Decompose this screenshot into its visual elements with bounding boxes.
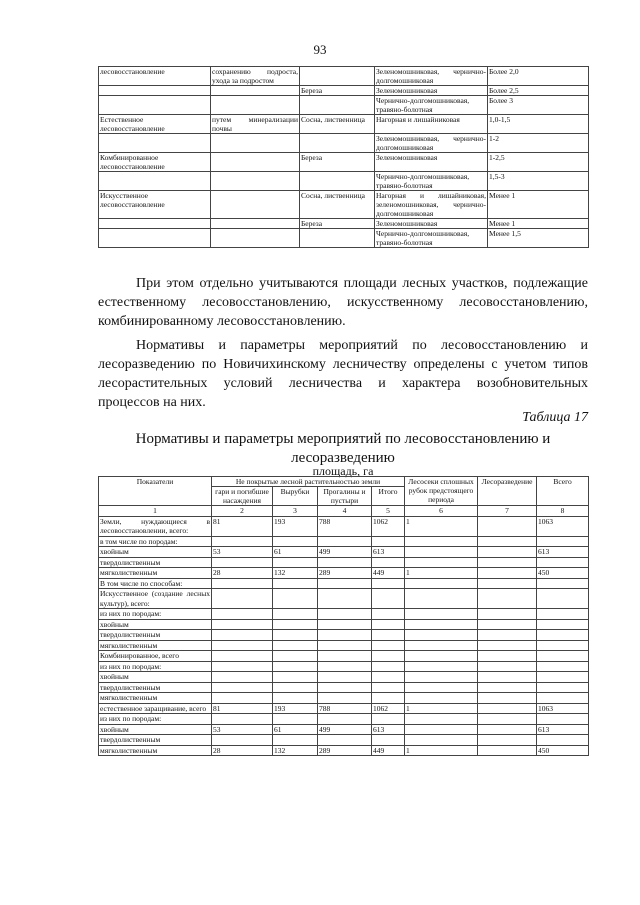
- value-cell: [212, 578, 273, 589]
- top-table-row: [99, 134, 589, 153]
- top-table-cell: [300, 67, 375, 86]
- header-total: Всего: [537, 477, 589, 506]
- value-cell: [372, 578, 405, 589]
- value-cell: 61: [273, 547, 318, 558]
- top-table-cell: 1,0-1,5: [488, 115, 589, 134]
- top-table-cell: [99, 229, 211, 248]
- table-row: [99, 661, 589, 672]
- value-cell: [478, 568, 537, 579]
- value-cell: [537, 682, 589, 693]
- value-cell: [273, 661, 318, 672]
- column-number-cell: 7: [478, 506, 537, 517]
- row-label: из них по породам:: [99, 661, 212, 672]
- paragraph-areas-accounting: При этом отдельно учитываются площади лесных участков, подлежащие естественному лесовосстановлению, искусственному лесовосстановлению, комбинированному лесовосстановлению.: [98, 276, 588, 329]
- value-cell: [212, 735, 273, 746]
- top-table-cell: Нагорная и лишайниковая, зеленомошниковая, чернично-долгомошниковая: [376, 191, 486, 218]
- row-label: твердолиственным: [99, 557, 212, 568]
- value-cell: [212, 609, 273, 620]
- value-cell: 132: [273, 745, 318, 756]
- column-number-cell: 1: [99, 506, 212, 517]
- value-cell: 53: [212, 547, 273, 558]
- row-label: хвойным: [99, 619, 212, 630]
- value-cell: [405, 735, 478, 746]
- value-cell: [318, 557, 372, 568]
- value-cell: [478, 630, 537, 641]
- header-burned: гари и погибшие насаждения: [212, 487, 273, 506]
- top-table-cell: [99, 219, 211, 229]
- value-cell: [212, 557, 273, 568]
- value-cell: [273, 693, 318, 704]
- row-label: Комбинированное, всего: [99, 651, 212, 662]
- top-table-cell: Береза: [300, 153, 375, 172]
- top-table-row: [99, 172, 589, 191]
- top-table-cell: [300, 172, 375, 191]
- top-table-cell: Зеленомошниковая, чернично-долгомошниковая: [376, 134, 486, 152]
- value-cell: [318, 661, 372, 672]
- value-cell: [405, 557, 478, 568]
- top-table-cell: Искусственное лесовосстановление: [99, 191, 211, 219]
- top-table-cell: [211, 134, 300, 153]
- top-table-cell: Чернично-долгомошниковая, травяно-болотная: [375, 172, 488, 191]
- value-cell: [372, 557, 405, 568]
- value-cell: [212, 630, 273, 641]
- value-cell: [273, 609, 318, 620]
- value-cell: [372, 609, 405, 620]
- value-cell: [537, 714, 589, 725]
- header-clearcut-areas: Лесосеки сплошных рубок предстоящего периода: [405, 477, 478, 506]
- value-cell: 450: [537, 568, 589, 579]
- value-cell: [478, 724, 537, 735]
- row-label: хвойным: [99, 724, 212, 735]
- value-cell: [478, 745, 537, 756]
- value-cell: [318, 640, 372, 651]
- value-cell: [405, 547, 478, 558]
- top-table-row: [99, 153, 589, 172]
- value-cell: [405, 724, 478, 735]
- value-cell: [405, 640, 478, 651]
- value-cell: [212, 693, 273, 704]
- value-cell: [478, 578, 537, 589]
- row-label: хвойным: [99, 547, 212, 558]
- top-table-cell: Зеленомошниковая: [375, 219, 488, 229]
- row-label: твердолиственным: [99, 682, 212, 693]
- value-cell: [318, 682, 372, 693]
- value-cell: [478, 609, 537, 620]
- value-cell: [372, 672, 405, 683]
- value-cell: [537, 735, 589, 746]
- value-cell: [372, 589, 405, 609]
- top-table-row: [99, 115, 589, 134]
- top-table-cell: Сосна, лиственница: [300, 191, 375, 219]
- value-cell: [537, 630, 589, 641]
- value-cell: [537, 651, 589, 662]
- value-cell: 1063: [537, 516, 589, 536]
- top-table-cell: Естественное лесовосстановление: [99, 115, 211, 134]
- table-row: [99, 651, 589, 662]
- header-clearcuts: Вырубки: [273, 487, 318, 506]
- value-cell: [537, 672, 589, 683]
- table-row: [99, 693, 589, 704]
- row-label: в том числе по породам:: [99, 536, 212, 547]
- value-cell: [212, 536, 273, 547]
- table-row: [99, 714, 589, 725]
- row-label: твердолиственным: [99, 735, 212, 746]
- value-cell: 193: [273, 516, 318, 536]
- top-table-cell: 1-2,5: [488, 153, 589, 172]
- table-row: [99, 578, 589, 589]
- value-cell: [372, 714, 405, 725]
- top-table-cell: Зеленомошниковая: [375, 86, 488, 96]
- header-not-covered-lands: Не покрытые лесной растительностью земли: [212, 477, 405, 487]
- column-number-cell: 8: [537, 506, 589, 517]
- value-cell: 613: [372, 724, 405, 735]
- row-label: Искусственное (создание лесных культур), всего:: [100, 589, 210, 608]
- value-cell: [273, 735, 318, 746]
- value-cell: [405, 589, 478, 609]
- row-label: мягколиственным: [99, 568, 212, 579]
- value-cell: [478, 640, 537, 651]
- value-cell: 1: [405, 745, 478, 756]
- top-table-cell: сохранению подроста, ухода за подростом: [212, 67, 298, 85]
- value-cell: [372, 661, 405, 672]
- column-number-cell: 6: [405, 506, 478, 517]
- value-cell: [405, 651, 478, 662]
- value-cell: [372, 536, 405, 547]
- top-table-cell: Чернично-долгомошниковая, травяно-болотная: [375, 229, 488, 248]
- table-row: [99, 703, 589, 714]
- top-table-cell: 1,5-3: [488, 172, 589, 191]
- value-cell: 1: [405, 568, 478, 579]
- value-cell: 1062: [372, 516, 405, 536]
- value-cell: 613: [537, 724, 589, 735]
- value-cell: [537, 693, 589, 704]
- value-cell: [318, 619, 372, 630]
- value-cell: [537, 640, 589, 651]
- value-cell: [478, 619, 537, 630]
- value-cell: [478, 714, 537, 725]
- value-cell: [478, 557, 537, 568]
- value-cell: 449: [372, 745, 405, 756]
- value-cell: [273, 589, 318, 609]
- row-label: В том числе по способам:: [99, 578, 212, 589]
- value-cell: [405, 609, 478, 620]
- table-row: [99, 735, 589, 746]
- value-cell: [478, 516, 537, 536]
- top-table-cell: [211, 191, 300, 219]
- value-cell: 613: [372, 547, 405, 558]
- paragraph-norms-definition: Нормативы и параметры мероприятий по лесовосстановлению и лесоразведению по Новичихинскому лесничеству определены с учетом типов лесорастительных условий лесничества и характера возобновительных процессов на них.: [98, 338, 588, 410]
- value-cell: [318, 578, 372, 589]
- top-table-cell: Зеленомошниковая: [375, 153, 488, 172]
- column-number-cell: 5: [372, 506, 405, 517]
- top-table-cell: [300, 96, 375, 115]
- top-table-cell: Менее 1,5: [488, 229, 589, 248]
- value-cell: [478, 703, 537, 714]
- top-table-row: [99, 191, 589, 219]
- value-cell: [372, 682, 405, 693]
- value-cell: [478, 682, 537, 693]
- top-table-row: [99, 86, 589, 96]
- value-cell: 193: [273, 703, 318, 714]
- table-row: [99, 619, 589, 630]
- value-cell: 499: [318, 547, 372, 558]
- table-row: [99, 724, 589, 735]
- value-cell: 81: [212, 516, 273, 536]
- top-table-cell: Береза: [300, 219, 375, 229]
- value-cell: 53: [212, 724, 273, 735]
- value-cell: 81: [212, 703, 273, 714]
- value-cell: [372, 630, 405, 641]
- value-cell: [478, 672, 537, 683]
- value-cell: [478, 589, 537, 609]
- value-cell: 788: [318, 703, 372, 714]
- value-cell: [273, 557, 318, 568]
- value-cell: [318, 693, 372, 704]
- value-cell: [478, 693, 537, 704]
- value-cell: [372, 651, 405, 662]
- value-cell: [537, 578, 589, 589]
- value-cell: [478, 547, 537, 558]
- table-row: [99, 557, 589, 568]
- value-cell: [478, 651, 537, 662]
- value-cell: 1063: [537, 703, 589, 714]
- regeneration-parameters-table: [98, 476, 589, 756]
- top-table-cell: [211, 172, 300, 191]
- value-cell: [372, 640, 405, 651]
- value-cell: [537, 557, 589, 568]
- top-table-cell: Комбинированное лесовосстановление: [99, 153, 211, 172]
- header-indicators: Показатели: [99, 477, 212, 506]
- value-cell: [212, 651, 273, 662]
- top-table-cell: Нагорная и лишайниковая: [375, 115, 488, 134]
- top-table-cell: Более 2,5: [488, 86, 589, 96]
- top-table-cell: Более 2,0: [488, 67, 589, 86]
- row-label: твердолиственным: [99, 630, 212, 641]
- value-cell: [318, 735, 372, 746]
- top-table-cell: [99, 86, 211, 96]
- value-cell: 613: [537, 547, 589, 558]
- value-cell: [212, 619, 273, 630]
- top-table-cell: [211, 96, 300, 115]
- value-cell: 132: [273, 568, 318, 579]
- value-cell: [212, 714, 273, 725]
- top-table-cell: Сосна, лиственница: [300, 115, 375, 134]
- row-label: из них по породам:: [99, 609, 212, 620]
- table-title: Нормативы и параметры мероприятий по лесовосстановлению и лесоразведению: [135, 431, 551, 466]
- top-table-row: [99, 219, 589, 229]
- row-label: из них по породам:: [99, 714, 212, 725]
- table-row: [99, 630, 589, 641]
- value-cell: [273, 682, 318, 693]
- top-table-cell: Менее 1: [488, 191, 589, 219]
- row-label: Земли, нуждающиеся в лесовосстановлении, всего:: [100, 516, 210, 535]
- table-caption: Таблица 17: [522, 410, 588, 425]
- table-row: [99, 568, 589, 579]
- value-cell: [537, 589, 589, 609]
- header-afforestation: Лесоразведение: [478, 477, 537, 506]
- value-cell: 61: [273, 724, 318, 735]
- value-cell: [212, 640, 273, 651]
- value-cell: [273, 630, 318, 641]
- forest-regeneration-norms-table: [98, 66, 589, 248]
- table-subtitle: площадь, га: [312, 464, 374, 478]
- header-total-not-covered: Итого: [372, 487, 405, 506]
- value-cell: [405, 693, 478, 704]
- value-cell: [537, 536, 589, 547]
- table-row: [99, 672, 589, 683]
- table-row: [99, 682, 589, 693]
- value-cell: [318, 672, 372, 683]
- value-cell: [273, 619, 318, 630]
- value-cell: [273, 536, 318, 547]
- value-cell: [318, 609, 372, 620]
- top-table-cell: Менее 1: [488, 219, 589, 229]
- value-cell: [372, 619, 405, 630]
- row-label: мягколиственным: [99, 640, 212, 651]
- column-numbers-row: [99, 506, 589, 517]
- value-cell: 1: [405, 703, 478, 714]
- row-label: хвойным: [99, 672, 212, 683]
- value-cell: [537, 609, 589, 620]
- top-table-cell: [211, 219, 300, 229]
- value-cell: 449: [372, 568, 405, 579]
- value-cell: 289: [318, 568, 372, 579]
- value-cell: [405, 630, 478, 641]
- value-cell: [273, 578, 318, 589]
- value-cell: [318, 714, 372, 725]
- top-table-cell: [211, 153, 300, 172]
- value-cell: [478, 661, 537, 672]
- top-table-cell: 1-2: [488, 134, 589, 153]
- row-label: естественное заращивание, всего: [99, 703, 212, 714]
- column-number-cell: 3: [273, 506, 318, 517]
- value-cell: [318, 651, 372, 662]
- value-cell: 450: [537, 745, 589, 756]
- value-cell: 28: [212, 568, 273, 579]
- table-row: [99, 745, 589, 756]
- value-cell: [318, 630, 372, 641]
- table-row: [99, 547, 589, 558]
- top-table-cell: лесовосстановление: [99, 67, 211, 86]
- value-cell: [212, 661, 273, 672]
- column-number-cell: 2: [212, 506, 273, 517]
- top-table-cell: Зеленомошниковая, чернично-долгомошниковая: [376, 67, 486, 85]
- top-table-cell: [300, 134, 375, 153]
- value-cell: [212, 682, 273, 693]
- header-glades: Прогалины и пустыри: [318, 487, 372, 506]
- value-cell: [405, 661, 478, 672]
- value-cell: [405, 578, 478, 589]
- value-cell: [372, 693, 405, 704]
- top-table-row: [99, 67, 589, 86]
- table-row: [99, 640, 589, 651]
- value-cell: 1: [405, 516, 478, 536]
- top-table-row: [99, 229, 589, 248]
- top-table-cell: Более 3: [488, 96, 589, 115]
- value-cell: [537, 619, 589, 630]
- value-cell: [478, 536, 537, 547]
- top-table-cell: [211, 229, 300, 248]
- value-cell: [372, 735, 405, 746]
- top-table-cell: [99, 172, 211, 191]
- top-table-cell: [211, 86, 300, 96]
- value-cell: [273, 651, 318, 662]
- top-table-cell: Береза: [300, 86, 375, 96]
- top-table-cell: путем минерализации почвы: [212, 115, 298, 133]
- top-table-cell: [300, 229, 375, 248]
- value-cell: 788: [318, 516, 372, 536]
- value-cell: 289: [318, 745, 372, 756]
- value-cell: 28: [212, 745, 273, 756]
- table-row: [99, 589, 589, 609]
- value-cell: [405, 682, 478, 693]
- value-cell: [405, 714, 478, 725]
- value-cell: 1062: [372, 703, 405, 714]
- value-cell: [273, 640, 318, 651]
- top-table-cell: [99, 134, 211, 153]
- value-cell: [273, 672, 318, 683]
- value-cell: [478, 735, 537, 746]
- row-label: мягколиственным: [99, 693, 212, 704]
- table-row: [99, 516, 589, 536]
- page-number: 93: [313, 42, 327, 57]
- value-cell: [318, 536, 372, 547]
- value-cell: [537, 661, 589, 672]
- top-table-cell: Чернично-долгомошниковая, травяно-болотная: [375, 96, 488, 115]
- column-number-cell: 4: [318, 506, 372, 517]
- value-cell: [318, 589, 372, 609]
- value-cell: 499: [318, 724, 372, 735]
- value-cell: [405, 672, 478, 683]
- value-cell: [405, 619, 478, 630]
- value-cell: [273, 714, 318, 725]
- top-table-row: [99, 96, 589, 115]
- value-cell: [212, 589, 273, 609]
- top-table-cell: [99, 96, 211, 115]
- table-row: [99, 536, 589, 547]
- value-cell: [405, 536, 478, 547]
- value-cell: [212, 672, 273, 683]
- row-label: мягколиственным: [99, 745, 212, 756]
- table-row: [99, 609, 589, 620]
